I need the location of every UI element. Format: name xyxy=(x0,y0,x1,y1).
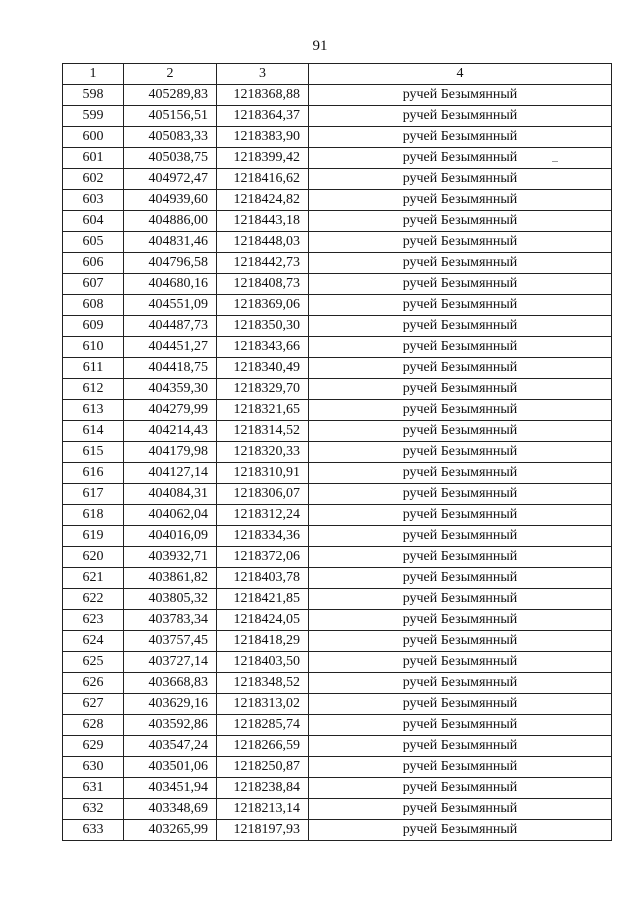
x-coordinate-cell: 404886,00 xyxy=(124,211,217,232)
table-row xyxy=(63,652,612,673)
page-number: 91 xyxy=(312,38,328,54)
point-number-cell: 614 xyxy=(63,421,124,442)
object-name-cell: ручей Безымянный xyxy=(309,442,612,463)
table-row xyxy=(63,526,612,547)
point-number-cell: 601 xyxy=(63,148,124,169)
object-name-cell: ручей Безымянный xyxy=(309,421,612,442)
x-coordinate-cell: 403265,99 xyxy=(124,820,217,841)
y-coordinate-cell: 1218403,50 xyxy=(217,652,309,673)
point-number-cell: 613 xyxy=(63,400,124,421)
point-number-cell: 631 xyxy=(63,778,124,799)
y-coordinate-cell: 1218313,02 xyxy=(217,694,309,715)
y-coordinate-cell: 1218312,24 xyxy=(217,505,309,526)
x-coordinate-cell: 405156,51 xyxy=(124,106,217,127)
object-name-cell: ручей Безымянный xyxy=(309,232,612,253)
y-coordinate-cell: 1218348,52 xyxy=(217,673,309,694)
point-number-cell: 618 xyxy=(63,505,124,526)
object-name-cell: ручей Безымянный xyxy=(309,400,612,421)
x-coordinate-cell: 405083,33 xyxy=(124,127,217,148)
x-coordinate-cell: 403592,86 xyxy=(124,715,217,736)
y-coordinate-cell: 1218321,65 xyxy=(217,400,309,421)
table-row xyxy=(63,715,612,736)
y-coordinate-cell: 1218403,78 xyxy=(217,568,309,589)
object-name-cell: ручей Безымянный xyxy=(309,610,612,631)
table-row xyxy=(63,274,612,295)
x-coordinate-cell: 404451,27 xyxy=(124,337,217,358)
point-number-cell: 620 xyxy=(63,547,124,568)
y-coordinate-cell: 1218416,62 xyxy=(217,169,309,190)
y-coordinate-cell: 1218314,52 xyxy=(217,421,309,442)
table-row xyxy=(63,505,612,526)
table-row xyxy=(63,358,612,379)
x-coordinate-cell: 403547,24 xyxy=(124,736,217,757)
table-row xyxy=(63,400,612,421)
table-row xyxy=(63,694,612,715)
x-coordinate-cell: 405289,83 xyxy=(124,85,217,106)
point-number-cell: 633 xyxy=(63,820,124,841)
y-coordinate-cell: 1218443,18 xyxy=(217,211,309,232)
y-coordinate-cell: 1218310,91 xyxy=(217,463,309,484)
table-row xyxy=(63,379,612,400)
y-coordinate-cell: 1218320,33 xyxy=(217,442,309,463)
point-number-cell: 625 xyxy=(63,652,124,673)
object-name-cell: ручей Безымянный xyxy=(309,253,612,274)
object-name-cell: ручей Безымянный xyxy=(309,505,612,526)
table-row xyxy=(63,316,612,337)
table-row xyxy=(63,463,612,484)
object-name-cell: ручей Безымянный xyxy=(309,127,612,148)
point-number-cell: 624 xyxy=(63,631,124,652)
point-number-cell: 628 xyxy=(63,715,124,736)
y-coordinate-cell: 1218285,74 xyxy=(217,715,309,736)
y-coordinate-cell: 1218418,29 xyxy=(217,631,309,652)
object-name-cell: ручей Безымянный xyxy=(309,568,612,589)
y-coordinate-cell: 1218350,30 xyxy=(217,316,309,337)
object-name-cell: ручей Безымянный xyxy=(309,211,612,232)
point-number-cell: 622 xyxy=(63,589,124,610)
object-name-cell: ручей Безымянный xyxy=(309,673,612,694)
table-row xyxy=(63,442,612,463)
point-number-cell: 606 xyxy=(63,253,124,274)
point-number-cell: 607 xyxy=(63,274,124,295)
point-number-cell: 605 xyxy=(63,232,124,253)
object-name-cell: ручей Безымянный xyxy=(309,526,612,547)
x-coordinate-cell: 404084,31 xyxy=(124,484,217,505)
y-coordinate-cell: 1218368,88 xyxy=(217,85,309,106)
x-coordinate-cell: 404831,46 xyxy=(124,232,217,253)
x-coordinate-cell: 403861,82 xyxy=(124,568,217,589)
table-row xyxy=(63,106,612,127)
point-number-cell: 623 xyxy=(63,610,124,631)
y-coordinate-cell: 1218334,36 xyxy=(217,526,309,547)
y-coordinate-cell: 1218448,03 xyxy=(217,232,309,253)
object-name-cell: ручей Безымянный xyxy=(309,463,612,484)
object-name-cell: ручей Безымянный xyxy=(309,169,612,190)
table-row xyxy=(63,148,612,169)
object-name-cell: ручей Безымянный xyxy=(309,337,612,358)
y-coordinate-cell: 1218424,82 xyxy=(217,190,309,211)
object-name-cell: ручей Безымянный xyxy=(309,820,612,841)
x-coordinate-cell: 404062,04 xyxy=(124,505,217,526)
x-coordinate-cell: 403805,32 xyxy=(124,589,217,610)
point-number-cell: 617 xyxy=(63,484,124,505)
point-number-cell: 616 xyxy=(63,463,124,484)
table-row xyxy=(63,757,612,778)
table-row xyxy=(63,610,612,631)
x-coordinate-cell: 405038,75 xyxy=(124,148,217,169)
table-row xyxy=(63,421,612,442)
x-coordinate-cell: 403932,71 xyxy=(124,547,217,568)
y-coordinate-cell: 1218364,37 xyxy=(217,106,309,127)
y-coordinate-cell: 1218408,73 xyxy=(217,274,309,295)
object-name-cell: ручей Безымянный xyxy=(309,484,612,505)
point-number-cell: 604 xyxy=(63,211,124,232)
object-name-cell: ручей Безымянный xyxy=(309,274,612,295)
y-coordinate-cell: 1218343,66 xyxy=(217,337,309,358)
object-name-cell: ручей Безымянный xyxy=(309,295,612,316)
object-name-cell: ручей Безымянный xyxy=(309,190,612,211)
y-coordinate-cell: 1218266,59 xyxy=(217,736,309,757)
table-row xyxy=(63,673,612,694)
point-number-cell: 612 xyxy=(63,379,124,400)
x-coordinate-cell: 404359,30 xyxy=(124,379,217,400)
table-row xyxy=(63,589,612,610)
table-row xyxy=(63,127,612,148)
y-coordinate-cell: 1218197,93 xyxy=(217,820,309,841)
x-coordinate-cell: 403783,34 xyxy=(124,610,217,631)
point-number-cell: 626 xyxy=(63,673,124,694)
x-coordinate-cell: 403501,06 xyxy=(124,757,217,778)
point-number-cell: 600 xyxy=(63,127,124,148)
x-coordinate-cell: 404279,99 xyxy=(124,400,217,421)
table-row xyxy=(63,547,612,568)
y-coordinate-cell: 1218340,49 xyxy=(217,358,309,379)
header-y-coordinate: 3 xyxy=(217,64,309,85)
table-body xyxy=(63,85,612,841)
object-name-cell: ручей Безымянный xyxy=(309,589,612,610)
object-name-cell: ручей Безымянный xyxy=(309,631,612,652)
point-number-cell: 609 xyxy=(63,316,124,337)
y-coordinate-cell: 1218329,70 xyxy=(217,379,309,400)
object-name-cell: ручей Безымянный xyxy=(309,316,612,337)
point-number-cell: 630 xyxy=(63,757,124,778)
x-coordinate-cell: 403451,94 xyxy=(124,778,217,799)
object-name-cell: ручей Безымянный xyxy=(309,358,612,379)
object-name-cell: ручей Безымянный xyxy=(309,148,612,169)
point-number-cell: 599 xyxy=(63,106,124,127)
y-coordinate-cell: 1218442,73 xyxy=(217,253,309,274)
object-name-cell: ручей Безымянный xyxy=(309,106,612,127)
point-number-cell: 629 xyxy=(63,736,124,757)
point-number-cell: 632 xyxy=(63,799,124,820)
point-number-cell: 602 xyxy=(63,169,124,190)
x-coordinate-cell: 404939,60 xyxy=(124,190,217,211)
y-coordinate-cell: 1218306,07 xyxy=(217,484,309,505)
object-name-cell: ручей Безымянный xyxy=(309,694,612,715)
table-header-row xyxy=(63,64,612,85)
point-number-cell: 610 xyxy=(63,337,124,358)
object-name-cell: ручей Безымянный xyxy=(309,379,612,400)
header-object-name: 4 xyxy=(309,64,612,85)
object-name-cell: ручей Безымянный xyxy=(309,652,612,673)
point-number-cell: 621 xyxy=(63,568,124,589)
x-coordinate-cell: 403629,16 xyxy=(124,694,217,715)
x-coordinate-cell: 404418,75 xyxy=(124,358,217,379)
table-row xyxy=(63,85,612,106)
y-coordinate-cell: 1218372,06 xyxy=(217,547,309,568)
y-coordinate-cell: 1218250,87 xyxy=(217,757,309,778)
table-row xyxy=(63,799,612,820)
x-coordinate-cell: 404214,43 xyxy=(124,421,217,442)
table-row xyxy=(63,169,612,190)
table-row xyxy=(63,631,612,652)
point-number-cell: 619 xyxy=(63,526,124,547)
table-row xyxy=(63,337,612,358)
y-coordinate-cell: 1218424,05 xyxy=(217,610,309,631)
x-coordinate-cell: 404179,98 xyxy=(124,442,217,463)
x-coordinate-cell: 403727,14 xyxy=(124,652,217,673)
y-coordinate-cell: 1218421,85 xyxy=(217,589,309,610)
x-coordinate-cell: 404016,09 xyxy=(124,526,217,547)
point-number-cell: 611 xyxy=(63,358,124,379)
object-name-cell: ручей Безымянный xyxy=(309,757,612,778)
table-row xyxy=(63,736,612,757)
x-coordinate-cell: 404127,14 xyxy=(124,463,217,484)
x-coordinate-cell: 404487,73 xyxy=(124,316,217,337)
x-coordinate-cell: 403348,69 xyxy=(124,799,217,820)
x-coordinate-cell: 404551,09 xyxy=(124,295,217,316)
header-x-coordinate: 2 xyxy=(124,64,217,85)
scan-speck xyxy=(552,161,558,162)
table-row xyxy=(63,820,612,841)
table-row xyxy=(63,778,612,799)
point-number-cell: 615 xyxy=(63,442,124,463)
object-name-cell: ручей Безымянный xyxy=(309,778,612,799)
header-point-number: 1 xyxy=(63,64,124,85)
y-coordinate-cell: 1218238,84 xyxy=(217,778,309,799)
y-coordinate-cell: 1218399,42 xyxy=(217,148,309,169)
object-name-cell: ручей Безымянный xyxy=(309,799,612,820)
y-coordinate-cell: 1218213,14 xyxy=(217,799,309,820)
point-number-cell: 603 xyxy=(63,190,124,211)
table-row xyxy=(63,295,612,316)
point-number-cell: 627 xyxy=(63,694,124,715)
x-coordinate-cell: 404796,58 xyxy=(124,253,217,274)
coordinates-table xyxy=(62,63,612,841)
table-row xyxy=(63,484,612,505)
point-number-cell: 608 xyxy=(63,295,124,316)
object-name-cell: ручей Безымянный xyxy=(309,85,612,106)
table-row xyxy=(63,568,612,589)
table-row xyxy=(63,190,612,211)
table-row xyxy=(63,232,612,253)
object-name-cell: ручей Безымянный xyxy=(309,547,612,568)
x-coordinate-cell: 403757,45 xyxy=(124,631,217,652)
table-row xyxy=(63,253,612,274)
x-coordinate-cell: 403668,83 xyxy=(124,673,217,694)
y-coordinate-cell: 1218383,90 xyxy=(217,127,309,148)
object-name-cell: ручей Безымянный xyxy=(309,715,612,736)
x-coordinate-cell: 404972,47 xyxy=(124,169,217,190)
table-row xyxy=(63,211,612,232)
y-coordinate-cell: 1218369,06 xyxy=(217,295,309,316)
object-name-cell: ручей Безымянный xyxy=(309,736,612,757)
x-coordinate-cell: 404680,16 xyxy=(124,274,217,295)
point-number-cell: 598 xyxy=(63,85,124,106)
